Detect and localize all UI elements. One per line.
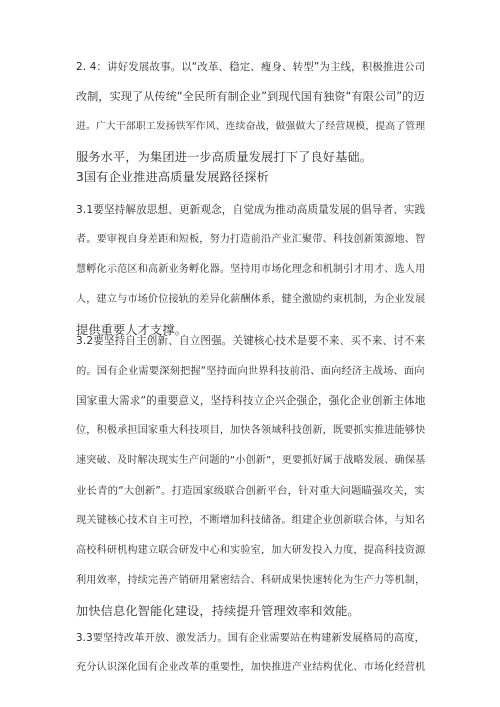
paragraph-3-2 (76, 326, 426, 626)
text-line: 慧孵化示范区和高新业务孵化器。坚持用市场化理念和机制引才用才、选人用 (76, 264, 426, 275)
text-line: 者。要审视自身差距和短板，努力打造前沿产业汇聚带、科技创新策源地、智 (76, 234, 426, 245)
text-line: 2. 4：讲好发展故事。以“改革、稳定、瘦身、转型”为主线，积极推进公司 (76, 61, 426, 73)
text-line: 国家重大需求”的重要意义，坚持科技立企兴企强企，强化企业创新主体地 (76, 395, 426, 407)
text-line: 人，建立与市场价位接轨的差异化薪酬体系，健全激励约束机制，为企业发展 (76, 294, 426, 305)
paragraph-2-4 (76, 52, 426, 172)
section-heading (76, 162, 426, 192)
text-line: 服务水平，为集团进一步高质量发展打下了良好基础。 (76, 150, 373, 164)
text-line: 提供重要人才支撑。 (76, 323, 188, 337)
text-line: 加快信息化智能化建设，持续提升管理效率和效能。 (76, 604, 360, 618)
text-line: 改制，实现了从传统“全民所有制企业”到现代国有独资“有限公司”的迈 (76, 90, 425, 103)
text-line: 利用效率，持续完善产销研用紧密结合、科研成果快速转化为生产力等机制， (76, 575, 426, 586)
text-line: 3.2要坚持自主创新、自立图强。关键核心技术是要不来、买不来、讨不来 (76, 335, 426, 347)
text-line: 位，积极承担国家重大科技项目，加快各领域科技创新，既要抓实推进能够快 (76, 425, 426, 436)
text-line: 3.3要坚持改革开放、激发活力。国有企业需要站在构建新发展格局的高度， (76, 632, 426, 644)
text-line: 业长青的“大创新”。打造国家级联合创新平台，针对重大问题瞄强攻关，实 (76, 485, 425, 497)
paragraph-3-3 (76, 623, 426, 683)
text-line: 3.1要坚持解放思想、更新观念，自觉成为推动高质量发展的倡导者、实践 (76, 204, 426, 216)
text-line: 高校科研机构建立联合研发中心和实验室，加大研发投入力度，提高科技资源 (76, 545, 426, 556)
text-line: 现关键核心技术自主可控，不断增加科技储备。组建企业创新联合体，与知名 (76, 515, 426, 526)
text-line: 充分认识深化国有企业改革的重要性，加快推进产业结构优化、市场化经营机 (76, 662, 426, 673)
text-line: 进。广大干部职工发扬铁军作风、连续奋战，做强做大了经营规模，提高了管理 (76, 121, 426, 132)
paragraph-3-1 (76, 195, 426, 345)
text-line: 的。国有企业需要深刻把握“坚持面向世界科技前沿、面向经济主战场、面向 (76, 365, 425, 377)
section-heading-text: 3国有企业推进高质量发展路径探析 (76, 170, 269, 184)
text-line: 速突破、及时解决现实生产问题的“小创新”，更要抓好属于战略发展、确保基 (76, 455, 426, 466)
